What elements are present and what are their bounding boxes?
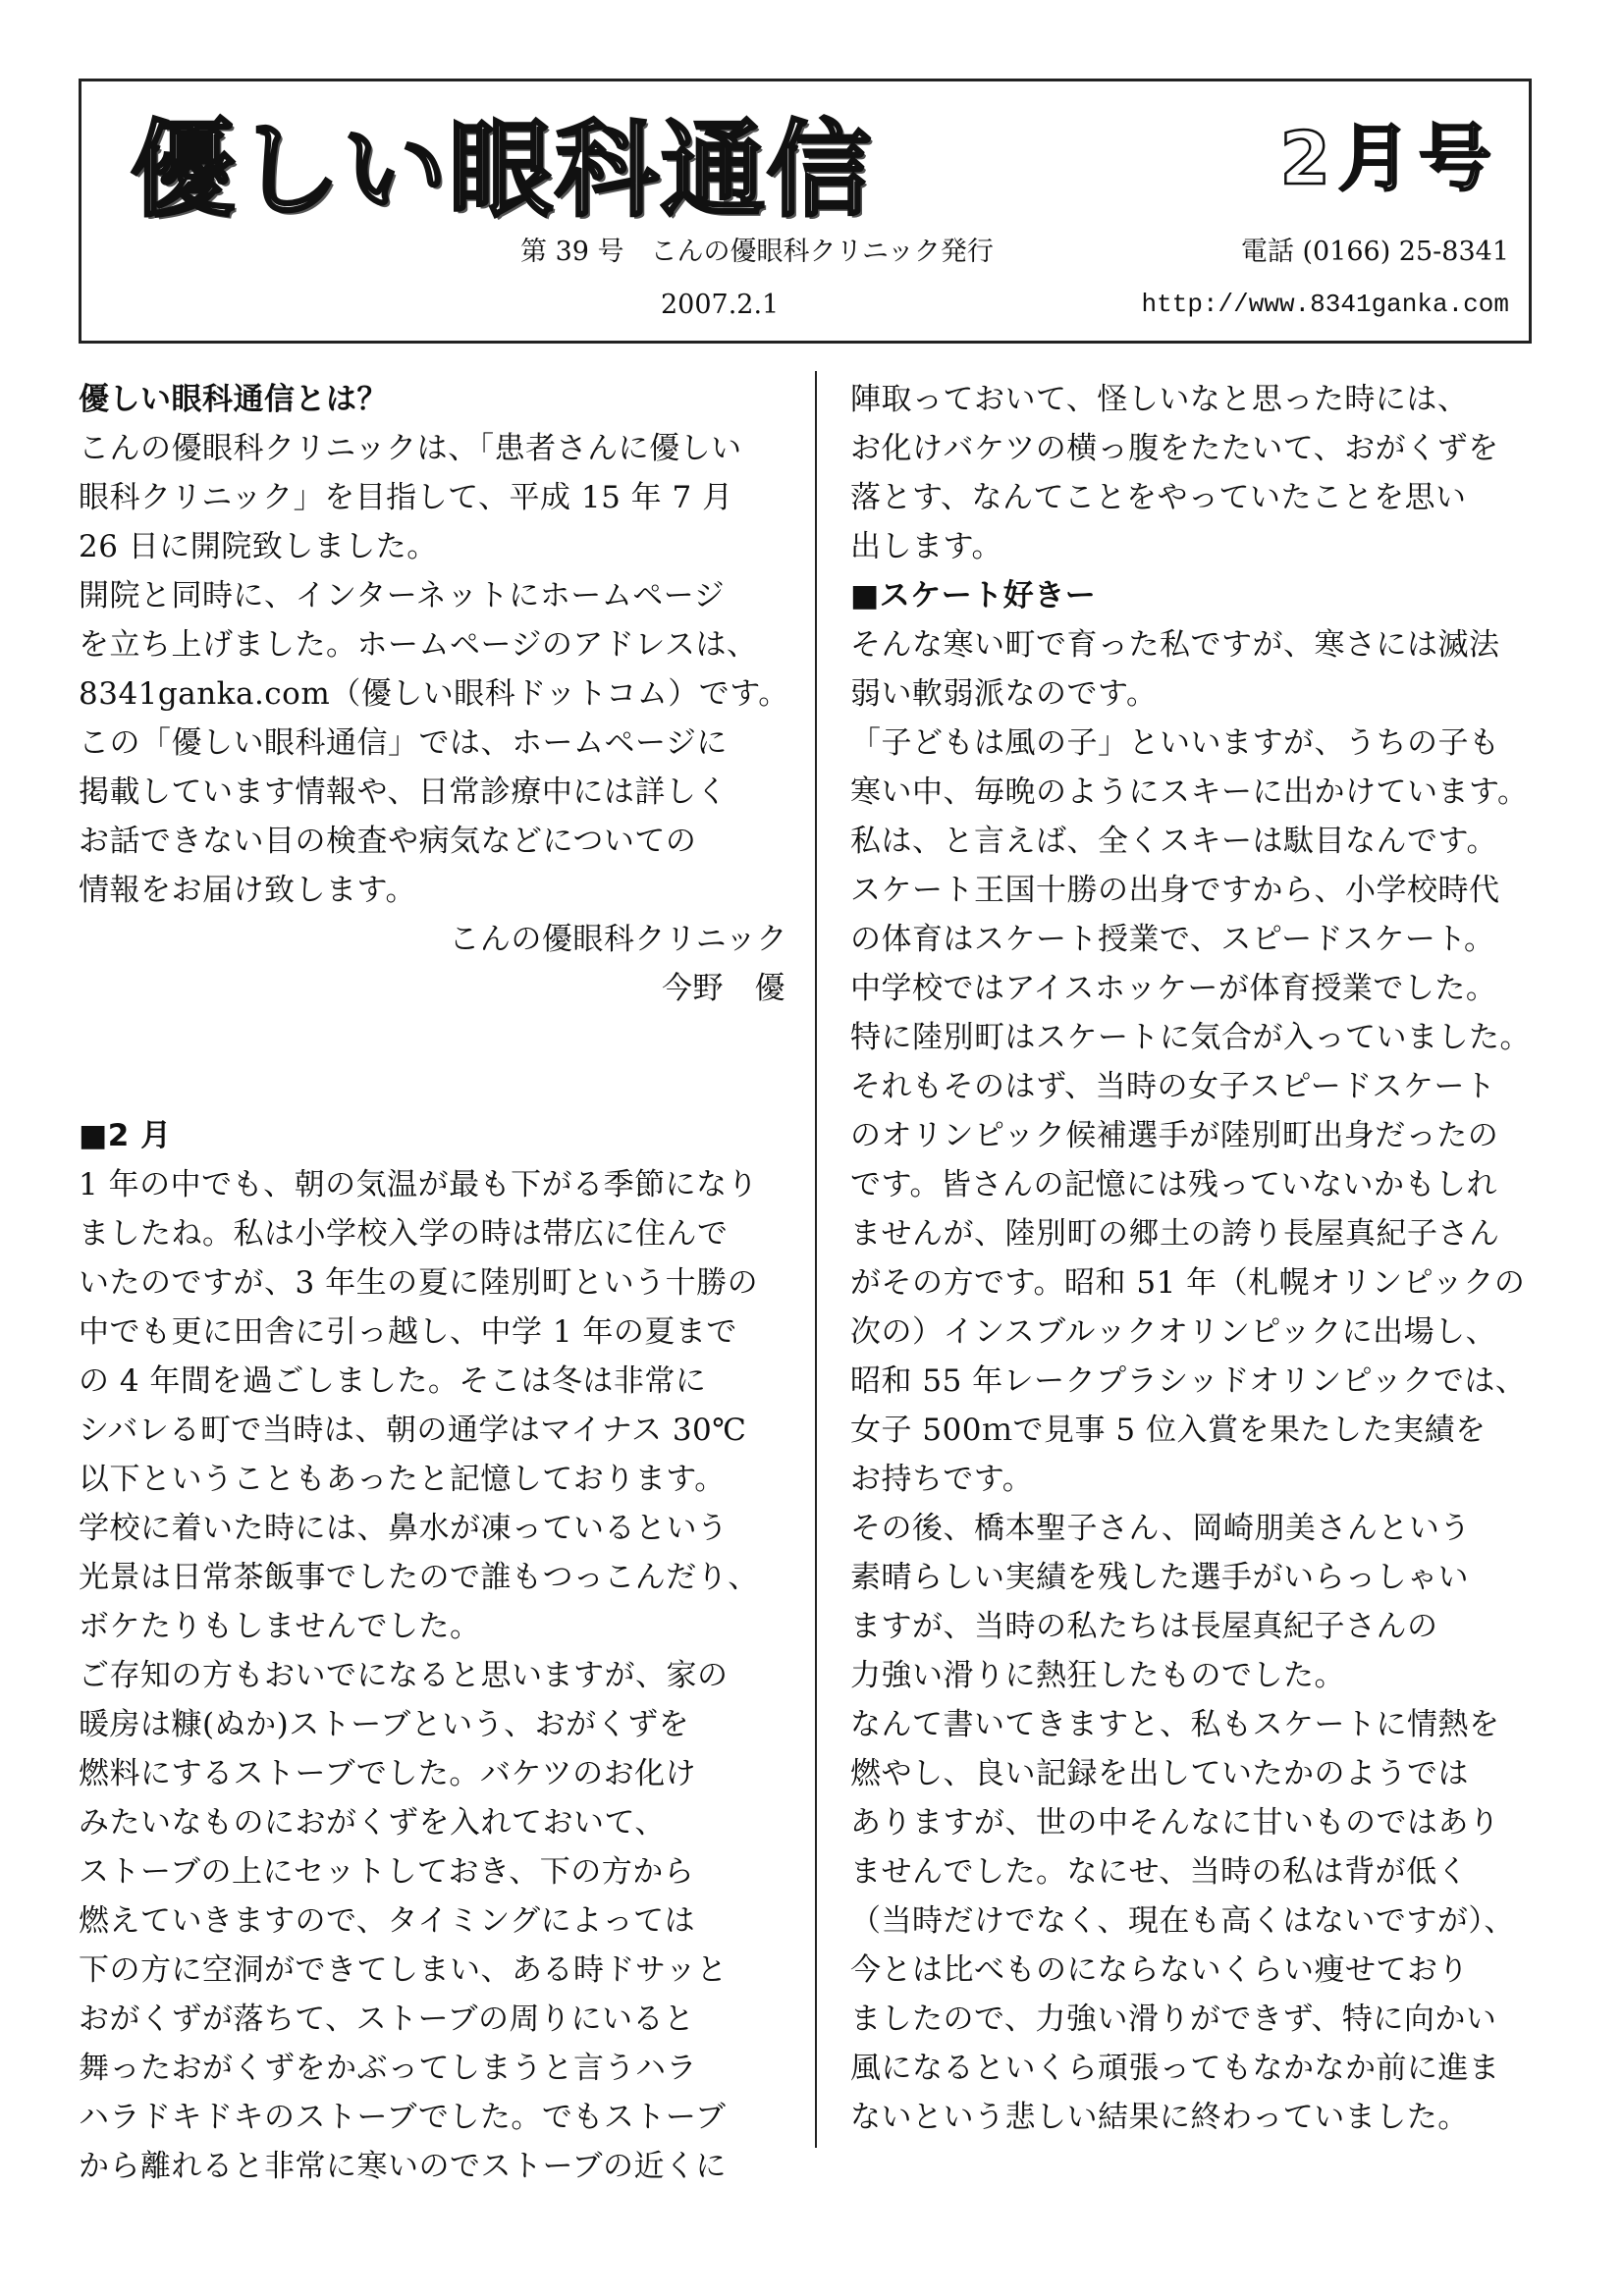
continued-line: お化けバケツの横っ腹をたたいて、おがくずを xyxy=(850,431,1499,466)
skate-line: ましたので、力強い滑りができず、特に向かい xyxy=(850,2002,1497,2037)
february-line: 下の方に空洞ができてしまい、ある時ドサッと xyxy=(79,1952,728,1988)
skate-line: その後、橋本聖子さん、岡崎朋美さんという xyxy=(850,1511,1471,1546)
signature-clinic: こんの優眼科クリニック xyxy=(449,922,787,957)
february-line: 舞ったおがくずをかぶってしまうと言うハラ xyxy=(79,2051,697,2086)
skate-line: 昭和 55 年レークプラシッドオリンピックでは、 xyxy=(850,1363,1527,1399)
skate-line: です。皆さんの記憶には残っていないかもしれ xyxy=(850,1167,1498,1202)
column-divider xyxy=(815,371,817,2148)
skate-line: がその方です。昭和 51 年（札幌オリンピックの xyxy=(850,1265,1526,1301)
continued-line: 落とす、なんてことをやっていたことを思い xyxy=(850,480,1467,515)
intro-heading: 優しい眼科通信とは？ xyxy=(79,382,388,417)
website-url[interactable]: http://www.8341ganka.com xyxy=(1141,290,1509,319)
february-line: ストーブの上にセットしておき、下の方から xyxy=(79,1854,695,1890)
skate-line: 私は、と言えば、全くスキーは駄目なんです。 xyxy=(850,824,1498,859)
masthead xyxy=(79,79,1532,344)
intro-line: 情報をお届け致します。 xyxy=(79,873,417,908)
skate-line: ませんが、陸別町の郷土の誇り長屋真紀子さん xyxy=(850,1216,1500,1252)
skate-line: 弱い軟弱派なのです。 xyxy=(850,676,1158,712)
skate-line: 今とは比べものにならないくらい痩せており xyxy=(850,1952,1469,1988)
right-column xyxy=(850,375,1567,2142)
february-line: おがくずが落ちて、ストーブの周りにいると xyxy=(79,2002,695,2037)
skate-line: 女子 500ｍで見事 5 位入賞を果たした実績を xyxy=(850,1413,1487,1448)
february-line: 中でも更に田舎に引っ越し、中学 1 年の夏まで xyxy=(79,1314,737,1350)
continued-line: 出します。 xyxy=(850,529,1003,564)
intro-line: お話できない目の検査や病気などについての xyxy=(79,824,697,859)
issue-number-publisher: 第 39 号 こんの優眼科クリニック発行 xyxy=(520,237,994,267)
skate-line: なんて書いてきますと、私もスケートに情熱を xyxy=(850,1707,1500,1742)
february-line: の 4 年間を過ごしました。そこは冬は非常に xyxy=(79,1363,707,1399)
february-line: いたのですが、3 年生の夏に陸別町という十勝の xyxy=(79,1265,759,1301)
skate-line: スケート王国十勝の出身ですから、小学校時代 xyxy=(850,873,1500,908)
intro-line: 8341ganka.com（優しい眼科ドットコム）です。 xyxy=(79,676,789,712)
skate-line: 特に陸別町はスケートに気合が入っていました。 xyxy=(850,1020,1531,1055)
february-line: ましたね。私は小学校入学の時は帯広に住んで xyxy=(79,1216,729,1252)
skate-line: そんな寒い町で育った私ですが、寒さには滅法 xyxy=(850,627,1500,663)
section-gap xyxy=(79,1013,787,1111)
february-line: 以下ということもあったと記憶しております。 xyxy=(79,1462,726,1497)
newsletter-title: 優しい眼科通信 xyxy=(131,110,873,231)
skate-line: 中学校ではアイスホッケーが体育授業でした。 xyxy=(850,971,1497,1006)
skate-line: のオリンピック候補選手が陸別町出身だったの xyxy=(850,1118,1499,1153)
skate-line: 力強い滑りに熱狂したものでした。 xyxy=(850,1658,1345,1693)
february-line: ハラドキドキのストーブでした。でもストーブ xyxy=(79,2100,727,2135)
february-line: ご存知の方もおいでになると思いますが、家の xyxy=(79,1658,729,1693)
skate-line: 素晴らしい実績を残した選手がいらっしゃい xyxy=(850,1560,1469,1595)
signature-name: 今野 優 xyxy=(662,971,785,1006)
skate-line: の体育はスケート授業で、スピードスケート。 xyxy=(850,922,1495,957)
skate-line: ませんでした。なにせ、当時の私は背が低く xyxy=(850,1854,1469,1890)
skate-line: お持ちです。 xyxy=(850,1462,1034,1497)
skate-line: それもそのはず、当時の女子スピードスケート xyxy=(850,1069,1496,1104)
continued-line: 陣取っておいて、怪しいなと思った時には、 xyxy=(850,382,1469,417)
intro-line: 開院と同時に、インターネットにホームページ xyxy=(79,578,726,614)
february-line: 光景は日常茶飯事でしたので誰もつっこんだり、 xyxy=(79,1560,759,1595)
skate-line: 「子どもは風の子」といいますが、うちの子も xyxy=(850,725,1500,761)
skate-line: ますが、当時の私たちは長屋真紀子さんの xyxy=(850,1609,1438,1644)
skate-line: ありますが、世の中そんなに甘いものではあり xyxy=(850,1805,1500,1841)
intro-line: こんの優眼科クリニックは、「患者さんに優しい xyxy=(79,431,742,466)
february-line: シバレる町で当時は、朝の通学はマイナス 30℃ xyxy=(79,1413,747,1448)
intro-line: この「優しい眼科通信」では、ホームページに xyxy=(79,725,728,761)
intro-line: 26 日に開院致しました。 xyxy=(79,529,438,564)
february-line: みたいなものにおがくずを入れておいて、 xyxy=(79,1805,666,1841)
skate-line: 寒い中、毎晩のようにスキーに出かけています。 xyxy=(850,774,1529,810)
left-column xyxy=(79,375,787,2191)
skate-line: 次の）インスブルックオリンピックに出場し、 xyxy=(850,1314,1497,1350)
february-line: 暖房は糠(ぬか)ストーブという、おがくずを xyxy=(79,1707,690,1742)
skate-heading: ■スケート好きー xyxy=(850,578,1097,614)
issue-month: 2月号 xyxy=(1279,117,1499,201)
intro-line: 眼科クリニック」を目指して、平成 15 年 7 月 xyxy=(79,480,733,515)
skate-line: 風になるといくら頑張ってもなかなか前に進ま xyxy=(850,2051,1500,2086)
february-line: 燃えていきますので、タイミングによっては xyxy=(79,1903,696,1939)
february-line: 1 年の中でも、朝の気温が最も下がる季節になり xyxy=(79,1167,759,1202)
skate-line: ないという悲しい結果に終わっていました。 xyxy=(850,2100,1469,2135)
february-line: から離れると非常に寒いのでストーブの近くに xyxy=(79,2149,727,2184)
february-line: ボケたりもしませんでした。 xyxy=(79,1609,481,1644)
skate-line: （当時だけでなく、現在も高くはないですが）、 xyxy=(850,1903,1515,1939)
intro-line: 掲載しています情報や、日常診療中には詳しく xyxy=(79,774,728,810)
issue-date: 2007.2.1 xyxy=(661,290,780,320)
february-line: 学校に着いた時には、鼻水が凍っているという xyxy=(79,1511,729,1546)
february-heading: ■2 月 xyxy=(79,1118,172,1153)
skate-line: 燃やし、良い記録を出していたかのようでは xyxy=(850,1756,1469,1791)
intro-line: を立ち上げました。ホームページのアドレスは、 xyxy=(79,627,758,663)
february-line: 燃料にするストーブでした。バケツのお化け xyxy=(79,1756,697,1791)
phone-number: 電話 (0166) 25-8341 xyxy=(1240,237,1509,267)
